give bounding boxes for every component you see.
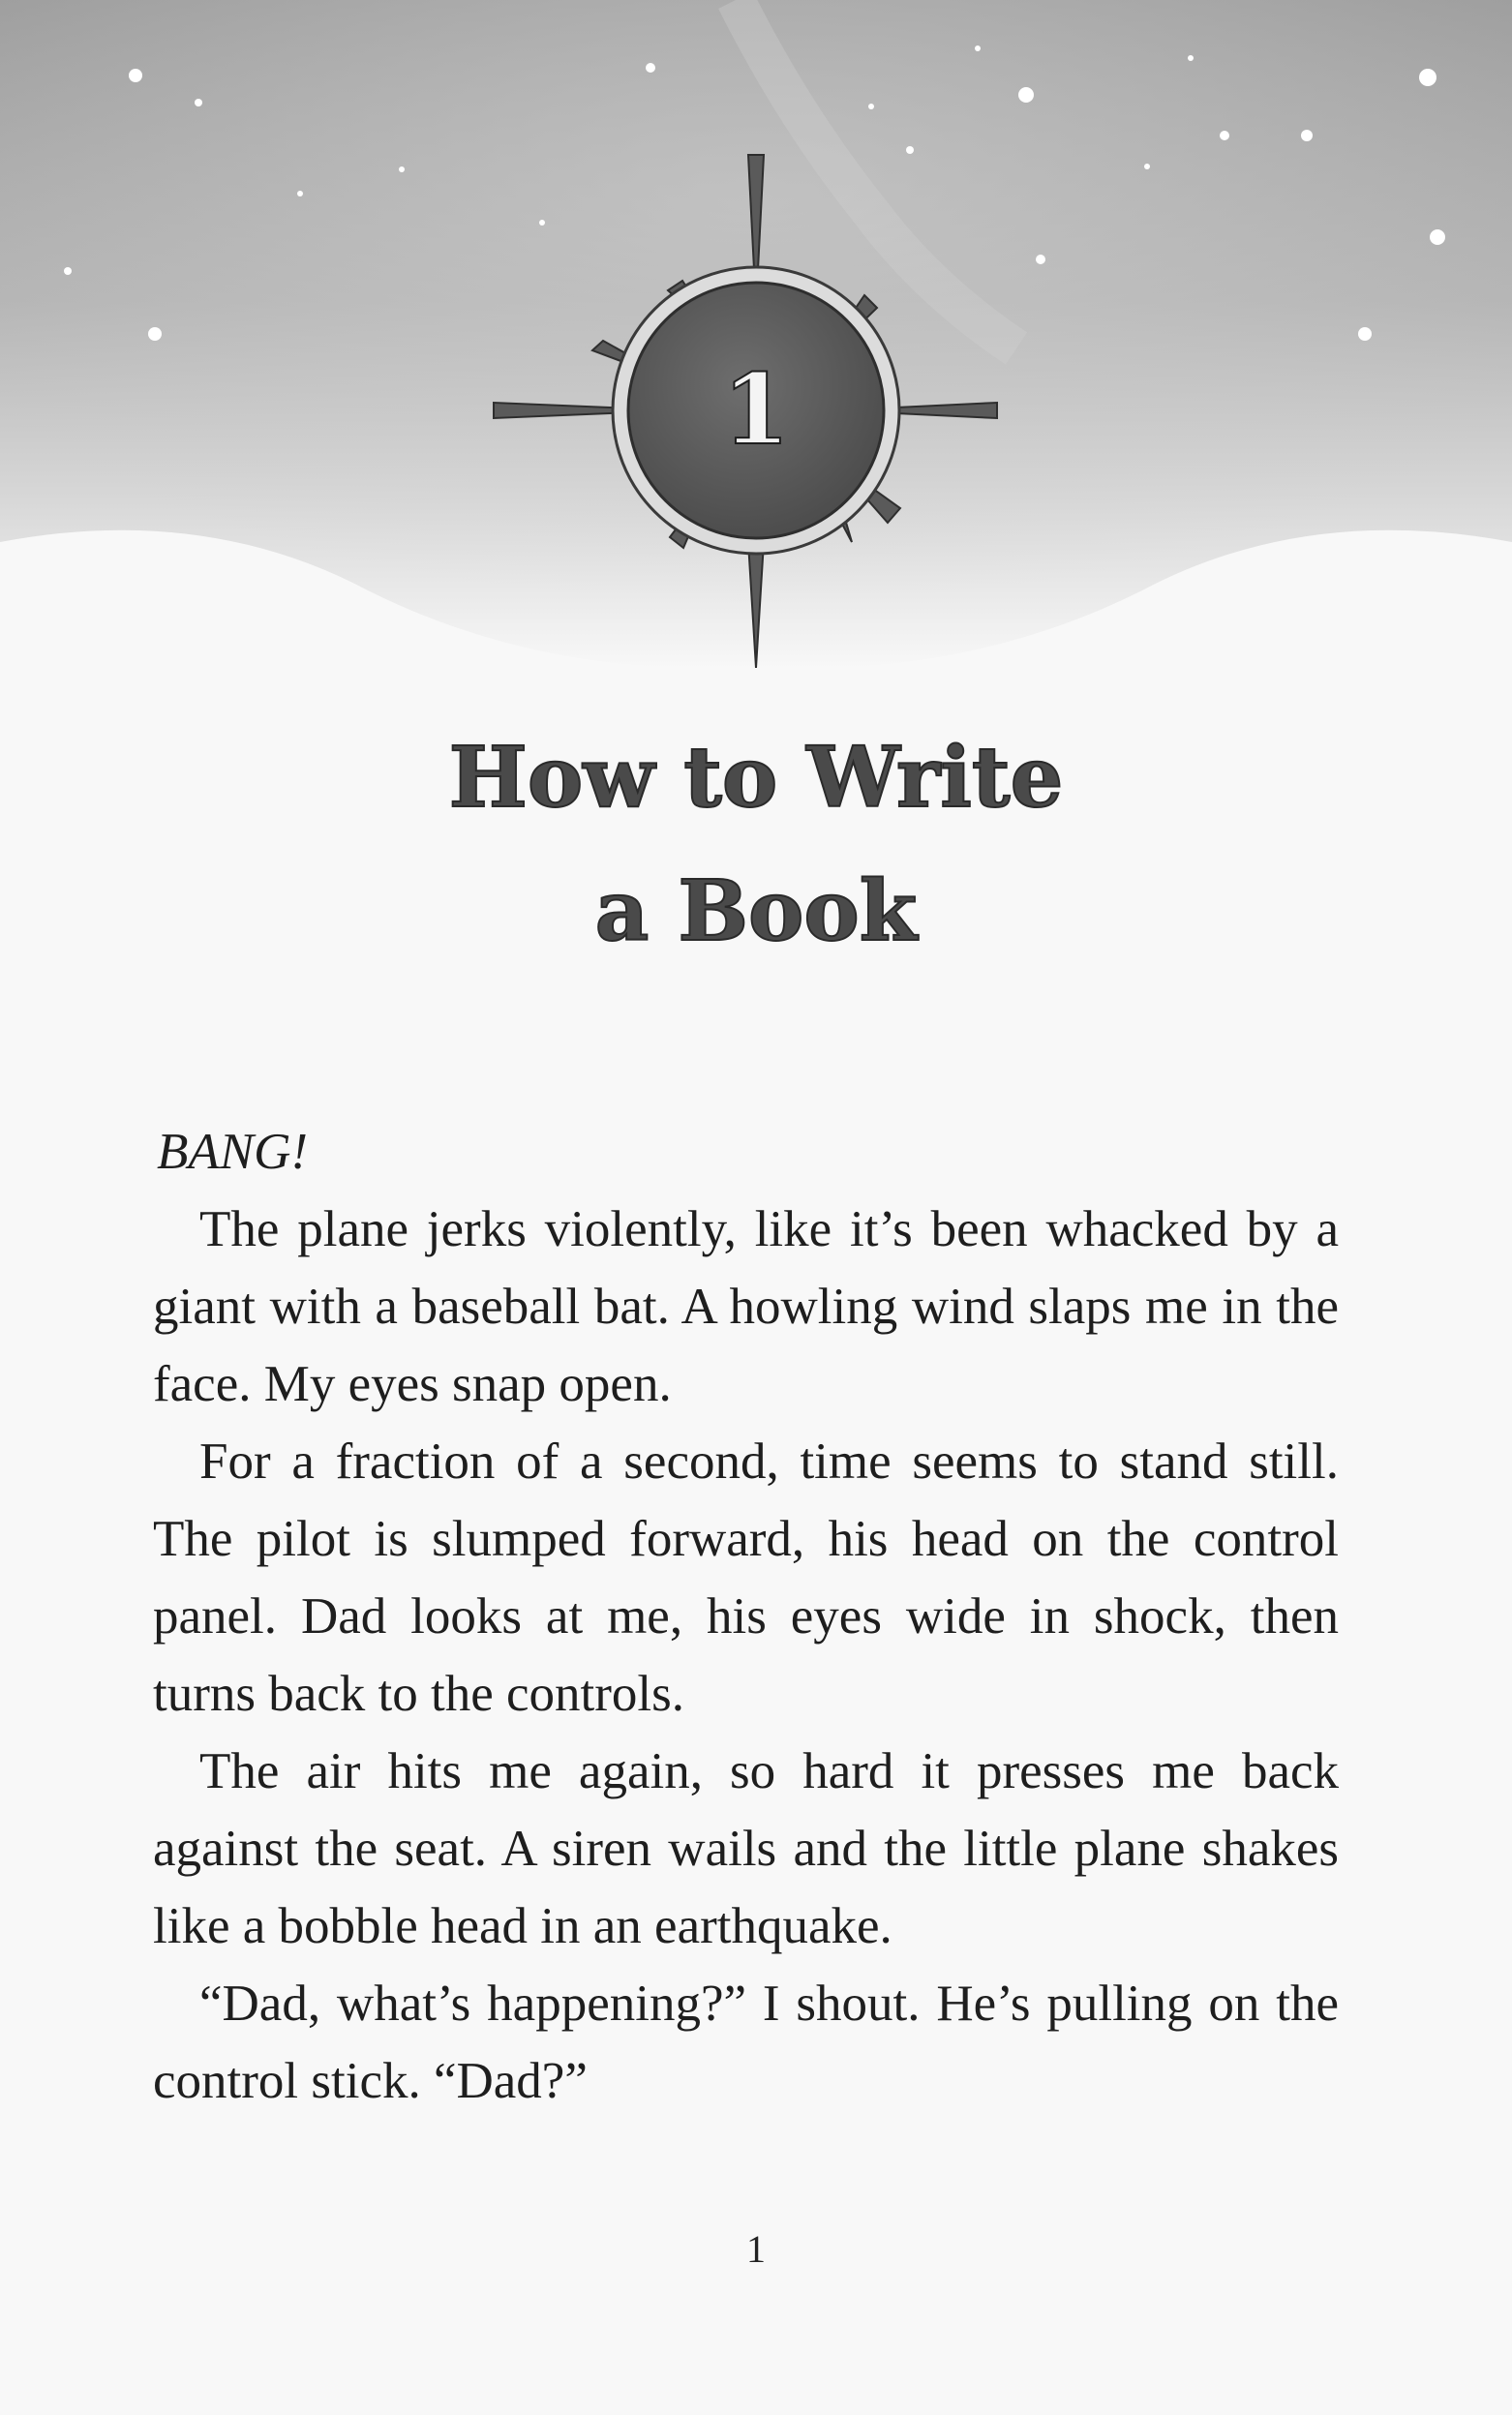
paragraph: BANG! [157,1124,309,1180]
page-number: 1 [746,2227,766,2271]
paragraph: “Dad, what’s happening?” I shout. He’s pulling on the control stick. “Dad?” [153,1976,1339,2109]
chapter-title [0,711,1512,979]
paragraph: The air hits me again, so hard it presses me back against the seat. A siren wails and the little plane shakes like a bobble head in an earthquake. [153,1743,1339,1954]
paragraph: The plane jerks violently, like it’s been whacked by a giant with a baseball bat. A howling wind slaps me in the face. My eyes snap open. [153,1201,1339,1412]
chapter-title-line-1: How to Write [448,729,1064,827]
chapter-header-art [0,0,1512,697]
chapter-number: 1 [722,352,790,467]
paragraph: For a fraction of a second, time seems to stand still. The pilot is slumped forward, his head on the control panel. Dad looks at me, his eyes wide in shock, then turns back to the controls. [153,1434,1339,1722]
chapter-title-line-2: a Book [594,862,918,960]
chapter-body [153,1113,1339,2120]
